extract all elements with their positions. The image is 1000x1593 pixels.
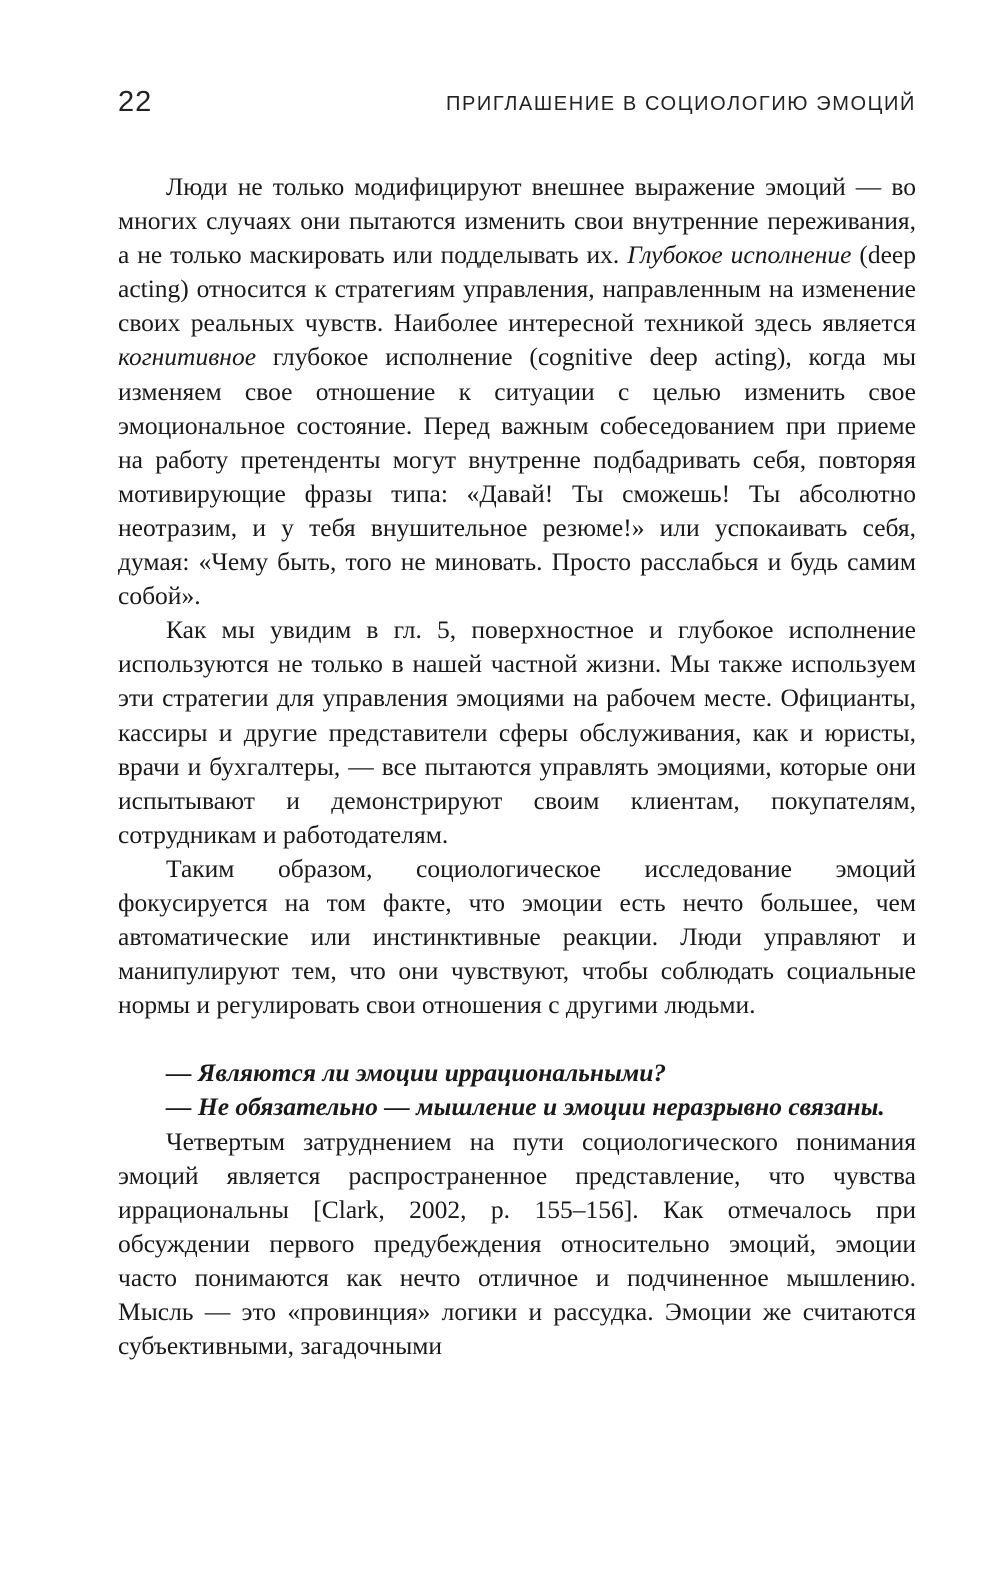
page-number: 22 xyxy=(118,86,153,118)
paragraph-text: Люди не только модифицируют внешнее выражение эмоций — во многих случаях они пытаются изменить свои внутренние переживания, а не только маскировать или подделывать их. xyxy=(118,172,916,270)
dialog-answer: — Не обязательно — мышление и эмоции неразрывно связаны. xyxy=(166,1092,885,1122)
dialog-question: — Являются ли эмоции иррациональными? xyxy=(166,1058,667,1088)
body-text xyxy=(118,170,916,1363)
paragraph-workplace: Как мы увидим в гл. 5, поверхностное и глубокое исполнение используются не только в нашей частной жизни. Мы также используем эти стратегии для управления эмоциями на рабочем месте. Официанты, кассиры и другие представители сферы обслуживания, как и юристы, врачи и бухгалтеры, — все пытаются управлять эмоциями, которые они испытывают и демонстрируют своим клиентам, покупателям, сотрудникам и работодателям. xyxy=(118,615,916,849)
paragraph-deep-acting xyxy=(118,170,916,613)
paragraph-text: глубокое исполнение (cognitive deep acting), когда мы изменяем свое отношение к ситуации с целью изменить свое эмоциональное состояние. Перед важным собеседованием при приеме на работу претенденты могут внутренне подбадривать себя, повторяя мотивирующие фразы типа: «Давай! Ты сможешь! Ты абсолютно неотразим, и у тебя внушительное резюме!» или успокаивать себя, думая: «Чему быть, того не миновать. Просто расслабься и будь самим собой». xyxy=(118,342,916,611)
page-header xyxy=(118,86,916,126)
term-cognitive: когнитивное xyxy=(118,342,257,372)
paragraph-text: (deep acting) относится к стратегиям управления, направленным на изменение своих реальных чувств. Наиболее интересной техникой здесь является xyxy=(118,240,916,338)
section-gap xyxy=(118,1022,916,1056)
term-deep-acting: Глубокое исполнение xyxy=(627,240,852,270)
paragraph-conclusion: Таким образом, социологическое исследование эмоций фокусируется на том факте, что эмоции есть нечто большее, чем автоматические или инстинктивные реакции. Люди управляют и манипулируют тем, что они чувствуют, чтобы соблюдать социальные нормы и регулировать свои отношения с другими людьми. xyxy=(118,853,916,1020)
paragraph-irrationality: Четвертым затруднением на пути социологического понимания эмоций является распространенное представление, что чувства иррациональны [Clark, 2002, p. 155–156]. Как отмечалось при обсуждении первого предубеждения относительно эмоций, эмоции часто понимаются как нечто отличное и подчиненное мышлению. Мысль — это «провинция» логики и рассудка. Эмоции же считаются субъективными, загадочными xyxy=(118,1126,916,1361)
running-title: ПРИГЛАШЕНИЕ В СОЦИОЛОГИЮ ЭМОЦИЙ xyxy=(446,93,916,115)
